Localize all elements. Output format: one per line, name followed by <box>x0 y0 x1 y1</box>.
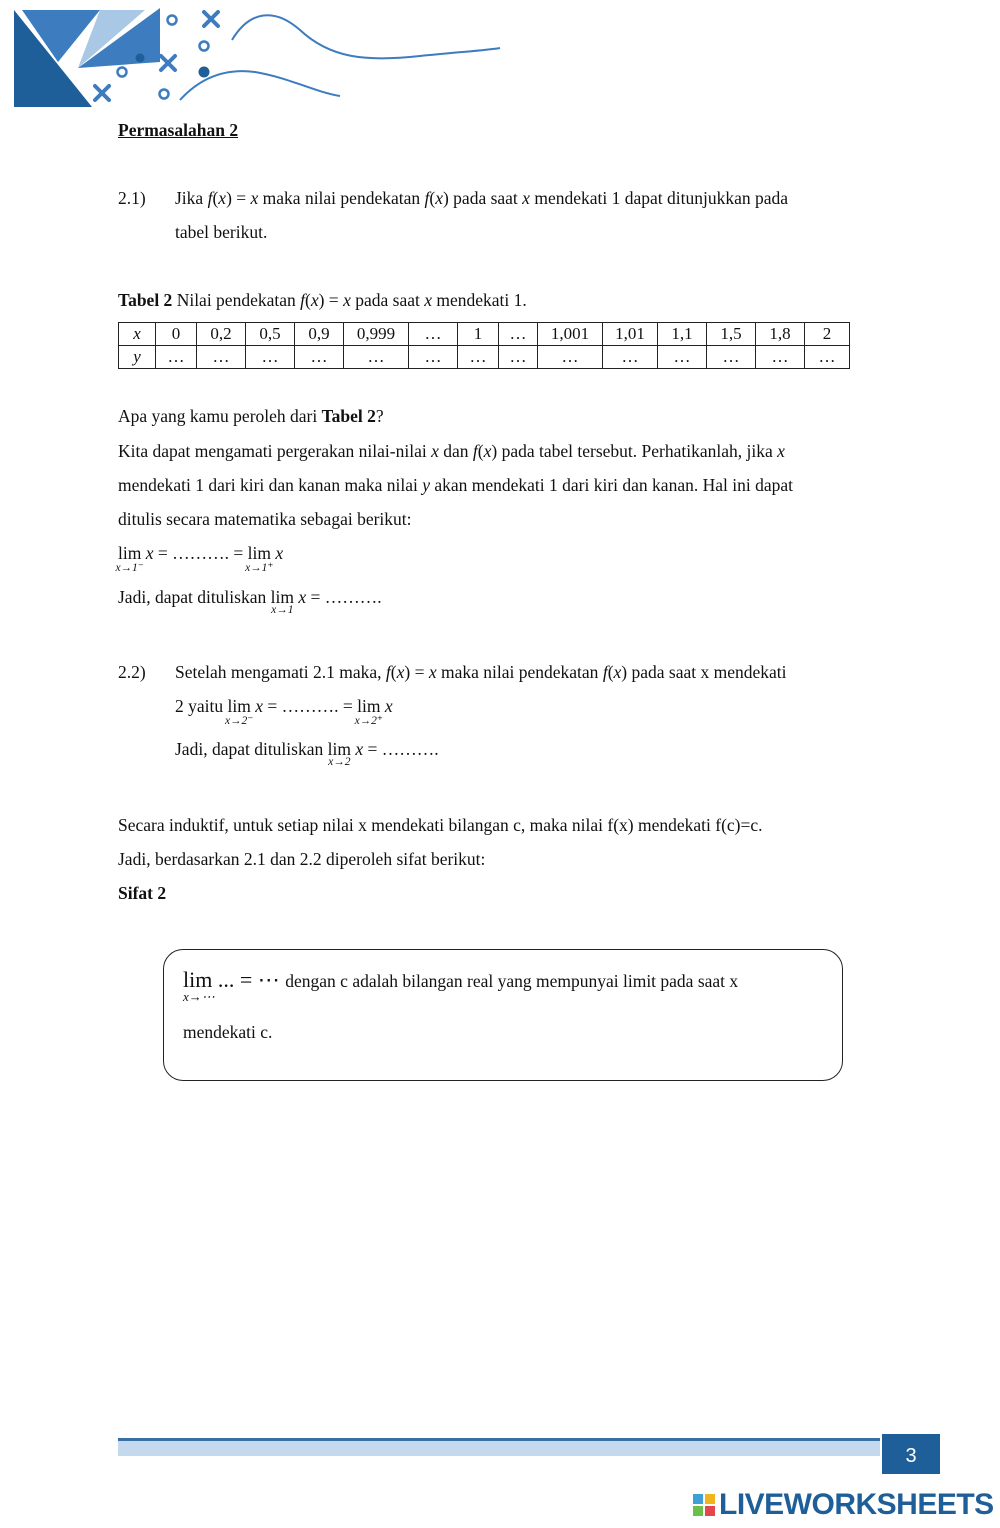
p22-number: 2.2) <box>118 662 146 682</box>
lim: lim x→2 <box>327 739 351 768</box>
para1-line1: Kita dapat mengamati pergerakan nilai-nilai x dan f(x) pada tabel tersebut. Perhatikanlah, jika x <box>118 441 785 461</box>
limit-equation-1: lim x→1⁻ x = ………. = lim x→1⁺ x <box>115 543 284 574</box>
derived-statement: Jadi, berdasarkan 2.1 dan 2.2 diperoleh sifat berikut: <box>118 849 486 869</box>
table-cell: … <box>295 346 344 369</box>
deco-wave <box>232 15 500 58</box>
header-decoration <box>0 0 520 115</box>
table-cell: … <box>409 346 458 369</box>
table-cell: … <box>538 346 603 369</box>
table-cell: 0,9 <box>295 323 344 346</box>
brand-text: LIVEWORKSHEETS <box>719 1488 994 1521</box>
conclusion-2: Jadi, dapat dituliskan lim x→2 x = ………. <box>175 739 439 768</box>
table-cell: … <box>458 346 499 369</box>
table-cell: 1 <box>458 323 499 346</box>
p22-line1: Setelah mengamati 2.1 maka, f(x) = x maka nilai pendekatan f(x) pada saat x mendekati <box>175 662 787 682</box>
lim-right: lim x→2⁺ <box>354 696 384 727</box>
p21-line1: Jika f(x) = x maka nilai pendekatan f(x) pada saat x mendekati 1 dapat ditunjukkan pada <box>175 188 789 208</box>
liveworksheets-icon <box>693 1494 715 1516</box>
lim-left: lim x→1⁻ <box>115 543 144 574</box>
table-cell: 1,5 <box>707 323 756 346</box>
table-header-x: x <box>119 323 156 346</box>
sifat-formula-line: lim x→⋯ ... = ⋯ dengan c adalah bilangan real yang mempunyai limit pada saat x <box>183 967 739 1004</box>
footer-bar <box>118 1438 880 1456</box>
conclusion-1: Jadi, dapat dituliskan lim x→1 x = ………. <box>118 587 382 616</box>
table-header-y: y <box>119 346 156 369</box>
inductive-statement: Secara induktif, untuk setiap nilai x mendekati bilangan c, maka nilai f(x) mendekati f(c)=c. <box>118 815 763 835</box>
table-cell: 1,1 <box>658 323 707 346</box>
table-cell: 0 <box>156 323 197 346</box>
para1-line2: mendekati 1 dari kiri dan kanan maka nilai y akan mendekati 1 dari kiri dan kanan. Hal ini dapat <box>118 475 793 495</box>
values-table <box>118 322 850 369</box>
table-cell: … <box>246 346 295 369</box>
question: Apa yang kamu peroleh dari Tabel 2? <box>118 406 384 426</box>
table-cell: 2 <box>805 323 850 346</box>
table-cell: … <box>707 346 756 369</box>
sifat-title: Sifat 2 <box>118 883 167 903</box>
p21-number: 2.1) <box>118 188 146 208</box>
lim-left: lim x→2⁻ <box>224 696 254 727</box>
table-cell: … <box>156 346 197 369</box>
table-cell: … <box>344 346 409 369</box>
section-title: Permasalahan 2 <box>118 120 239 140</box>
sifat-text-line2: mendekati c. <box>183 1022 273 1042</box>
table-cell: … <box>756 346 805 369</box>
table-cell: 1,01 <box>603 323 658 346</box>
sifat-box <box>163 949 843 1081</box>
table-cell: … <box>409 323 458 346</box>
table-cell: … <box>805 346 850 369</box>
para1-line3: ditulis secara matematika sebagai berikut: <box>118 509 412 529</box>
table-caption: Tabel 2 Nilai pendekatan f(x) = x pada saat x mendekati 1. <box>118 290 527 310</box>
page-number: 3 <box>882 1434 940 1474</box>
lim: lim x→⋯ <box>183 967 215 1004</box>
table-row-x <box>119 323 850 346</box>
lim-right: lim x→1⁺ <box>245 543 274 574</box>
table-cell: 0,2 <box>197 323 246 346</box>
p21-line2: tabel berikut. <box>175 222 268 242</box>
table-cell: 0,999 <box>344 323 409 346</box>
p22-line2: 2 yaitu lim x→2⁻ x = ………. = lim x→2⁺ x <box>175 696 393 727</box>
table-cell: … <box>197 346 246 369</box>
table-cell: … <box>658 346 707 369</box>
table-cell: 1,001 <box>538 323 603 346</box>
lim: lim x→1 <box>270 587 294 616</box>
table-row-y <box>119 346 850 369</box>
deco-dot <box>199 67 210 78</box>
table-cell: … <box>499 346 538 369</box>
table-cell: 0,5 <box>246 323 295 346</box>
table-cell: … <box>603 346 658 369</box>
deco-dot <box>136 54 145 63</box>
liveworksheets-logo[interactable] <box>693 1488 994 1522</box>
table-cell: … <box>499 323 538 346</box>
table-cell: 1,8 <box>756 323 805 346</box>
